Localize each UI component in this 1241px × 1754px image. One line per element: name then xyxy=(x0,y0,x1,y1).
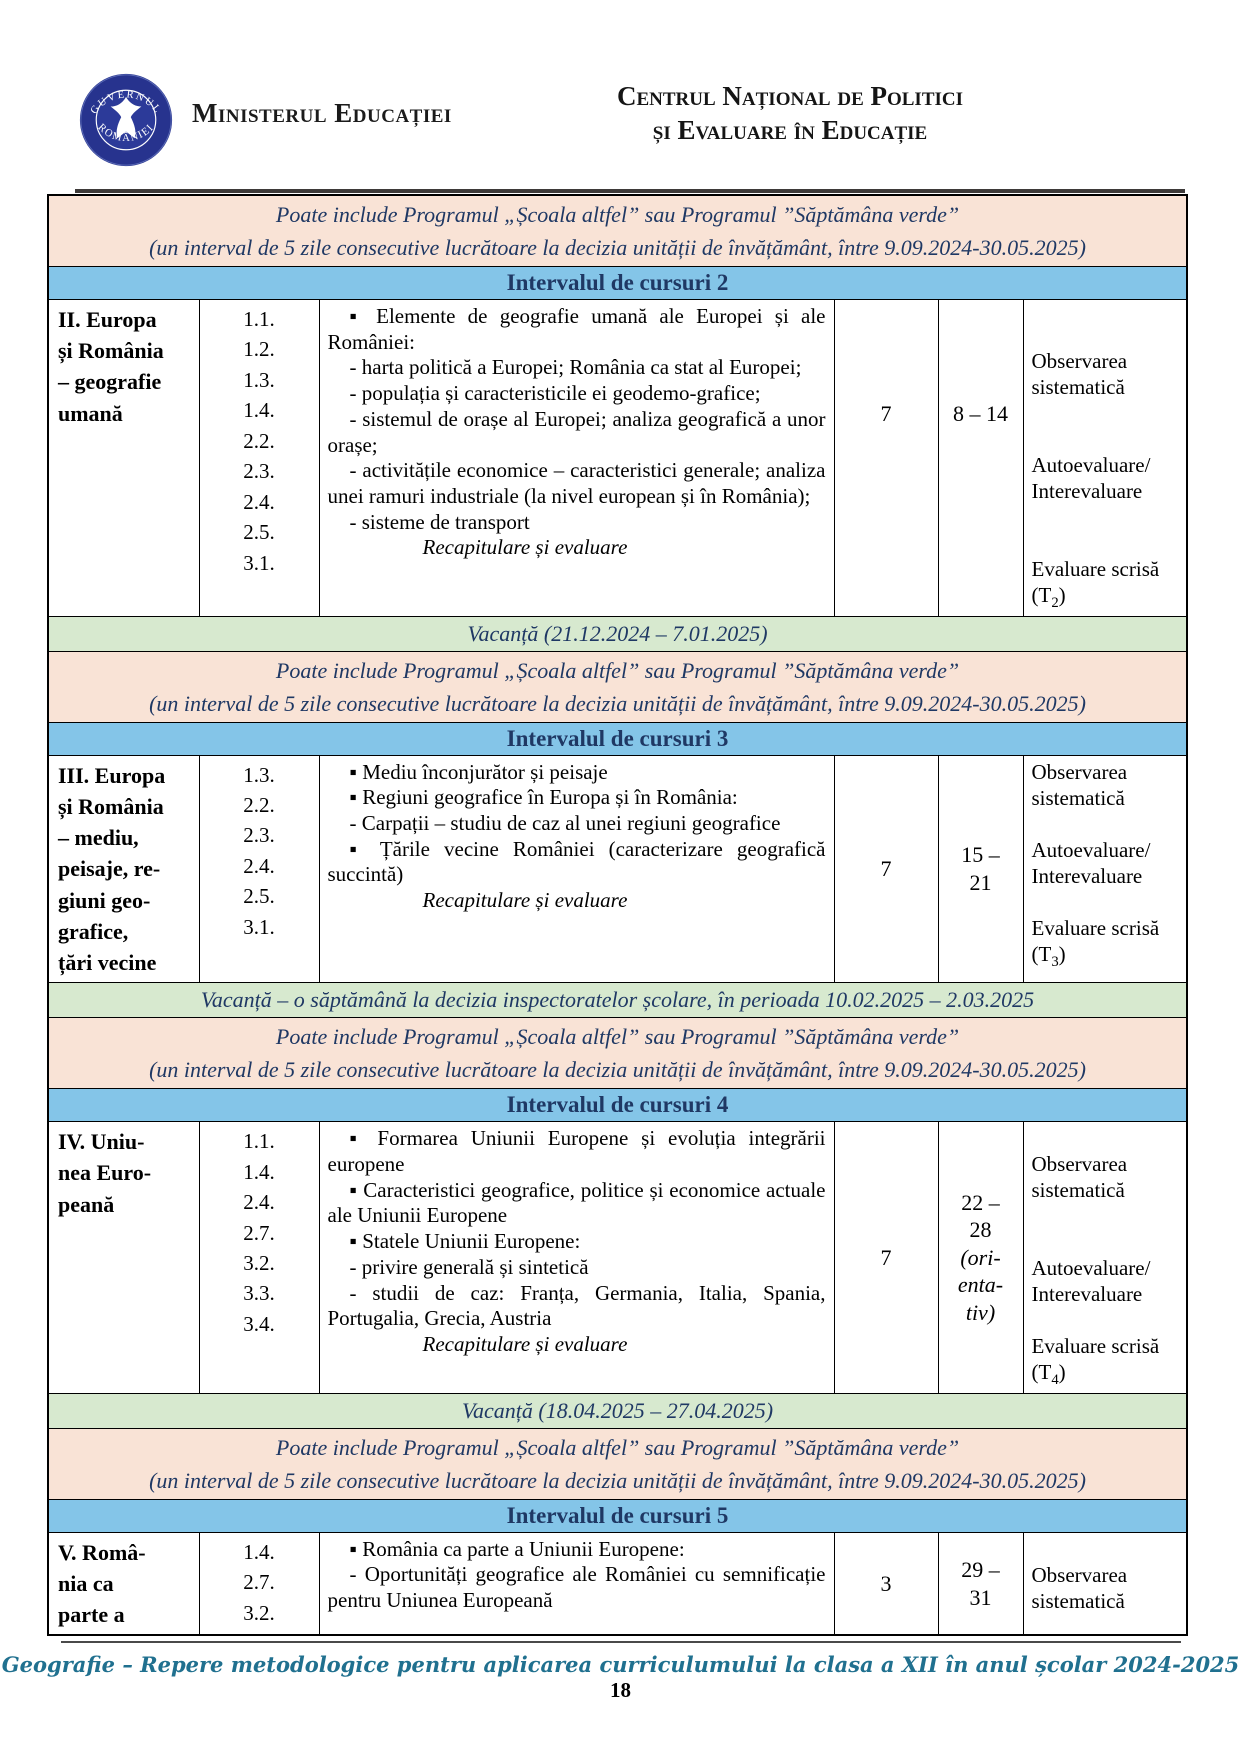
unit-title xyxy=(48,300,199,617)
hours-cell: 3 xyxy=(834,1532,938,1635)
title-line: țări vecine xyxy=(58,949,157,975)
content-item: - populația și caracteristicile ei geodemo-grafice; xyxy=(349,381,761,406)
unit-block-II xyxy=(48,300,1187,617)
competency-list xyxy=(199,300,319,617)
recap-item: Recapitulare și evaluare xyxy=(422,1331,628,1356)
evaluation-cell xyxy=(1023,1122,1187,1394)
recap-item: Recapitulare și evaluare xyxy=(422,888,628,913)
title-line: – geografie xyxy=(58,369,162,395)
weeks-line: 29 – xyxy=(961,1557,1000,1583)
center-name-line1: Centrul Național de Politici xyxy=(616,81,964,111)
content-item: ▪ Statele Uniunii Europene: xyxy=(349,1229,581,1254)
content-item: ▪ Caracteristici geografice, politice și economice actuale ale Uniunii Europene xyxy=(327,1177,826,1228)
logo-text-bottom: ROMÂNIEI xyxy=(95,121,157,145)
eval-item: Evaluare scrisă $(T_4)$ xyxy=(1031,1334,1160,1389)
vacation-row-1 xyxy=(48,616,1187,651)
weeks-cell xyxy=(938,755,1023,983)
program-note-line2: (un interval de 5 zile consecutive lucrătoare la decizia unității de învățământ, între 9.09.2024-30.05.2025) xyxy=(149,1057,1086,1083)
eval-item: Observarea sistematică xyxy=(1031,349,1128,400)
competency-item: 1.2. xyxy=(243,337,275,362)
content-item: ▪ Regiuni geografice în Europa și în România: xyxy=(349,785,738,810)
weeks-line: 21 xyxy=(969,869,992,895)
vacation-row-2 xyxy=(48,983,1187,1018)
program-note-row xyxy=(48,195,1187,267)
content-item: - harta politică a Europei; România ca stat al Europei; xyxy=(349,355,802,380)
vacation-row-3 xyxy=(48,1393,1187,1428)
competency-item: 3.2. xyxy=(243,1250,275,1275)
unit-block-V xyxy=(48,1532,1187,1635)
title-line: umană xyxy=(58,400,123,426)
hours-cell: 7 xyxy=(834,300,938,617)
evaluation-cell xyxy=(1023,300,1187,617)
competency-item: 2.7. xyxy=(243,1220,275,1245)
competency-item: 2.3. xyxy=(243,459,275,484)
eval-item: Autoevaluare/ Interevaluare xyxy=(1031,1256,1151,1307)
content-item: - Carpații – studiu de caz al unei regiuni geografice xyxy=(349,811,781,835)
competency-item: 2.4. xyxy=(243,489,275,514)
unit-title xyxy=(48,755,199,983)
page-number: 18 xyxy=(610,1678,631,1702)
interval-header-label: Intervalul de cursuri 4 xyxy=(48,1089,1187,1122)
ministry-name: Ministerul Educației xyxy=(192,98,452,128)
competency-item: 2.4. xyxy=(243,853,275,878)
interval-header-label: Intervalul de cursuri 5 xyxy=(48,1499,1187,1532)
unit-title xyxy=(48,1532,199,1635)
content-item: - privire generală și sintetică xyxy=(349,1254,589,1279)
competency-item: 1.4. xyxy=(243,1159,275,1184)
weeks-line: 8 – 14 xyxy=(953,401,1008,426)
vacation-label: Vacanță (18.04.2025 – 27.04.2025) xyxy=(48,1393,1187,1428)
program-note-line2: (un interval de 5 zile consecutive lucrătoare la decizia unității de învățământ, între 9.09.2024-30.05.2025) xyxy=(149,235,1086,260)
competency-item: 2.2. xyxy=(243,793,275,817)
weeks-line: 28 xyxy=(969,1217,992,1243)
content-item: - Oportunități geografice ale României cu semnificație pentru Uniunea Europeană xyxy=(327,1562,826,1613)
footer-text xyxy=(0,1652,1241,1703)
program-note-row xyxy=(48,1428,1187,1499)
competency-item: 1.1. xyxy=(243,307,275,331)
evaluation-cell xyxy=(1023,1532,1187,1635)
vacation-label: Vacanță – o săptămână la decizia inspectoratelor școlare, în perioada 10.02.2025 – 2.03.2025 xyxy=(48,983,1187,1018)
competency-item: 2.7. xyxy=(243,1570,275,1595)
content-item: - studii de caz: Franța, Germania, Italia, Spania, Portugalia, Grecia, Austria xyxy=(327,1280,826,1331)
footer-rule xyxy=(61,1641,1181,1643)
content-item: ▪ Elemente de geografie umană ale Europei și ale României: xyxy=(327,304,826,354)
title-line: peană xyxy=(58,1191,115,1217)
title-line: grafice, xyxy=(58,918,129,944)
content-item: - activitățile economice – caracteristici generale; analiza unei ramuri industriale (la nivel european și în România); xyxy=(327,458,826,509)
competency-item: 2.3. xyxy=(243,823,275,848)
program-note-line2: (un interval de 5 zile consecutive lucrătoare la decizia unității de învățământ, între 9.09.2024-30.05.2025) xyxy=(149,1467,1086,1493)
curriculum-table xyxy=(47,194,1188,1636)
weeks-note-line: enta- xyxy=(957,1272,1004,1298)
title-line: și România xyxy=(58,338,164,364)
program-note-line1: Poate include Programul „Școala altfel” sau Programul ”Săptămâna verde” xyxy=(275,1024,960,1050)
program-note-line1: Poate include Programul „Școala altfel” sau Programul ”Săptămâna verde” xyxy=(275,1434,960,1460)
competency-item: 3.1. xyxy=(243,914,275,939)
title-line: peisaje, re- xyxy=(58,856,161,882)
interval-header-label: Intervalul de cursuri 3 xyxy=(48,722,1187,755)
eval-item: Evaluare scrisă $(T_3)$ xyxy=(1031,915,1160,970)
title-line: nea Euro- xyxy=(58,1160,152,1186)
competency-item: 1.3. xyxy=(243,367,275,392)
title-line: nia ca xyxy=(58,1571,114,1596)
title-line: și România xyxy=(58,793,164,819)
interval-header-5 xyxy=(48,1499,1187,1532)
center-name xyxy=(600,80,980,148)
recap-item: Recapitulare și evaluare xyxy=(422,535,628,560)
content-item: ▪ Mediu înconjurător și peisaje xyxy=(349,759,608,784)
title-line: – mediu, xyxy=(58,825,139,851)
eval-item: Autoevaluare/ Interevaluare xyxy=(1031,837,1151,888)
interval-header-4 xyxy=(48,1089,1187,1122)
content-cell xyxy=(319,755,834,983)
program-note-row xyxy=(48,651,1187,722)
evaluation-cell xyxy=(1023,755,1187,983)
content-item: ▪ Formarea Uniunii Europene și evoluția integrării europene xyxy=(327,1126,826,1176)
unit-title xyxy=(48,1122,199,1394)
weeks-note-line: tiv) xyxy=(965,1299,996,1325)
competency-item: 1.1. xyxy=(243,1129,275,1154)
page-header xyxy=(0,66,1241,176)
competency-item: 1.4. xyxy=(243,1539,275,1564)
vacation-label: Vacanță (21.12.2024 – 7.01.2025) xyxy=(48,616,1187,651)
weeks-line: 15 – xyxy=(961,842,1000,868)
weeks-line: 31 xyxy=(969,1584,992,1610)
content-cell xyxy=(319,300,834,617)
title-line: II. Europa xyxy=(58,307,157,332)
weeks-note-line: (ori- xyxy=(960,1244,1001,1270)
table-top-rule xyxy=(75,189,1185,193)
competency-list xyxy=(199,755,319,983)
page-footer xyxy=(0,1641,1241,1703)
weeks-cell xyxy=(938,300,1023,617)
competency-list xyxy=(199,1122,319,1394)
competency-list xyxy=(199,1532,319,1635)
program-note-row xyxy=(48,1018,1187,1089)
program-note-line1: Poate include Programul „Școala altfel” sau Programul ”Săptămâna verde” xyxy=(275,202,960,227)
logo-text-top: GUVERNUL xyxy=(88,89,164,117)
interval-header-label: Intervalul de cursuri 2 xyxy=(48,267,1187,300)
competency-item: 2.5. xyxy=(243,884,275,909)
title-line: IV. Uniu- xyxy=(58,1129,145,1155)
title-line: parte a xyxy=(58,1602,125,1628)
competency-item: 3.1. xyxy=(243,550,275,575)
eval-item: Observarea sistematică xyxy=(1031,759,1128,810)
eval-item: Observarea sistematică xyxy=(1031,1562,1128,1613)
unit-block-III xyxy=(48,755,1187,983)
government-logo xyxy=(78,70,174,170)
competency-item: 3.2. xyxy=(243,1600,275,1625)
eval-item: Observarea sistematică xyxy=(1031,1152,1128,1203)
hours-cell: 7 xyxy=(834,755,938,983)
hours-cell: 7 xyxy=(834,1122,938,1394)
footer-title: Geografie – Repere metodologice pentru aplicarea curriculumului la clasa a XII în anul școlar 2024-2025 xyxy=(1,1652,1240,1677)
content-item: ▪ Țările vecine României (caracterizare geografică succintă) xyxy=(327,836,826,887)
competency-item: 1.3. xyxy=(243,762,275,787)
competency-item: 1.4. xyxy=(243,398,275,423)
competency-item: 2.4. xyxy=(243,1190,275,1215)
weeks-cell xyxy=(938,1122,1023,1394)
center-name-line2: și Evaluare în Educație xyxy=(652,114,928,145)
content-item: ▪ România ca parte a Uniunii Europene: xyxy=(349,1536,685,1561)
content-cell xyxy=(319,1122,834,1394)
program-note-line2: (un interval de 5 zile consecutive lucrătoare la decizia unității de învățământ, între 9.09.2024-30.05.2025) xyxy=(149,690,1086,716)
title-line: III. Europa xyxy=(58,762,166,788)
unit-block-IV xyxy=(48,1122,1187,1394)
content-cell xyxy=(319,1532,834,1635)
eval-item: Evaluare scrisă $(T_2)$ xyxy=(1031,557,1160,612)
interval-header-2 xyxy=(48,267,1187,300)
weeks-line: 22 – xyxy=(961,1189,1000,1215)
title-line: giuni geo- xyxy=(58,887,151,913)
competency-item: 2.5. xyxy=(243,520,275,545)
competency-item: 2.2. xyxy=(243,428,275,453)
eval-item: Autoevaluare/ Interevaluare xyxy=(1031,453,1151,504)
interval-header-3 xyxy=(48,722,1187,755)
competency-item: 3.4. xyxy=(243,1311,275,1336)
program-note-line1: Poate include Programul „Școala altfel” sau Programul ”Săptămâna verde” xyxy=(275,657,960,683)
content-item: - sistemul de orașe al Europei; analiza geografică a unor orașe; xyxy=(327,406,826,457)
content-item: - sisteme de transport xyxy=(349,509,530,534)
title-line: V. Româ- xyxy=(58,1539,146,1565)
competency-item: 3.3. xyxy=(243,1281,275,1306)
weeks-cell xyxy=(938,1532,1023,1635)
